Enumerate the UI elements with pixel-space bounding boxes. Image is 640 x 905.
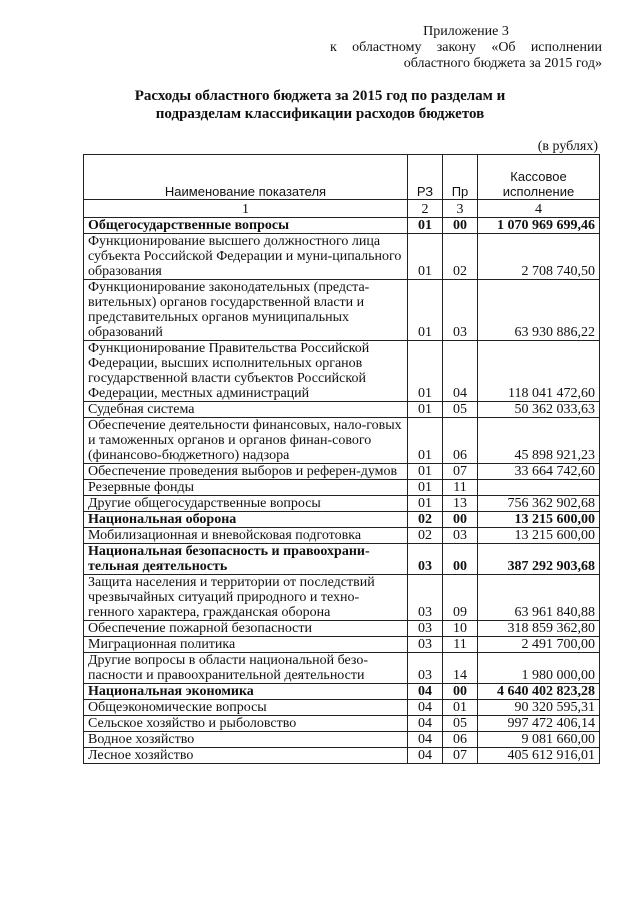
row-value: 997 472 406,14 bbox=[478, 716, 600, 732]
row-rz: 03 bbox=[408, 653, 443, 684]
header-value: Кассовое исполнение bbox=[478, 155, 600, 200]
table-row bbox=[84, 748, 600, 764]
table-row bbox=[84, 700, 600, 716]
row-name: Миграционная политика bbox=[84, 637, 408, 653]
row-value: 45 898 921,23 bbox=[478, 418, 600, 464]
row-name: Обеспечение пожарной безопасности bbox=[84, 621, 408, 637]
row-value: 2 708 740,50 bbox=[478, 234, 600, 280]
column-number: 4 bbox=[478, 200, 600, 218]
row-rz: 01 bbox=[408, 280, 443, 341]
row-value: 1 070 969 699,46 bbox=[478, 218, 600, 234]
row-pr: 01 bbox=[443, 700, 478, 716]
row-name: Другие общегосударственные вопросы bbox=[84, 496, 408, 512]
row-rz: 03 bbox=[408, 575, 443, 621]
row-value: 50 362 033,63 bbox=[478, 402, 600, 418]
page-title bbox=[80, 87, 560, 123]
table-row bbox=[84, 341, 600, 402]
row-rz: 04 bbox=[408, 748, 443, 764]
row-value: 63 930 886,22 bbox=[478, 280, 600, 341]
row-value: 2 491 700,00 bbox=[478, 637, 600, 653]
row-value: 90 320 595,31 bbox=[478, 700, 600, 716]
row-rz: 01 bbox=[408, 402, 443, 418]
appendix-law-line: к областному закону «Об исполнении bbox=[330, 40, 602, 55]
table-row bbox=[84, 418, 600, 464]
row-rz: 01 bbox=[408, 480, 443, 496]
row-rz: 01 bbox=[408, 464, 443, 480]
row-pr: 07 bbox=[443, 748, 478, 764]
table-row bbox=[84, 575, 600, 621]
row-value: 13 215 600,00 bbox=[478, 528, 600, 544]
table-row bbox=[84, 234, 600, 280]
row-rz: 01 bbox=[408, 218, 443, 234]
row-pr: 13 bbox=[443, 496, 478, 512]
table-row bbox=[84, 621, 600, 637]
row-rz: 01 bbox=[408, 234, 443, 280]
row-rz: 04 bbox=[408, 684, 443, 700]
table-row bbox=[84, 480, 600, 496]
row-rz: 04 bbox=[408, 732, 443, 748]
row-pr: 00 bbox=[443, 218, 478, 234]
row-pr: 06 bbox=[443, 418, 478, 464]
row-value bbox=[478, 480, 600, 496]
row-name: Резервные фонды bbox=[84, 480, 408, 496]
row-name: Сельское хозяйство и рыболовство bbox=[84, 716, 408, 732]
row-rz: 03 bbox=[408, 544, 443, 575]
row-pr: 11 bbox=[443, 637, 478, 653]
column-number: 2 bbox=[408, 200, 443, 218]
row-pr: 06 bbox=[443, 732, 478, 748]
table-row bbox=[84, 544, 600, 575]
table-row bbox=[84, 512, 600, 528]
row-name: Мобилизационная и вневойсковая подготовка bbox=[84, 528, 408, 544]
row-pr: 11 bbox=[443, 480, 478, 496]
row-rz: 01 bbox=[408, 341, 443, 402]
row-value: 4 640 402 823,28 bbox=[478, 684, 600, 700]
row-name: Национальная оборона bbox=[84, 512, 408, 528]
page-title-line-2: подразделам классификации расходов бюджетов bbox=[155, 106, 485, 122]
row-pr: 00 bbox=[443, 684, 478, 700]
table-body bbox=[84, 218, 600, 764]
row-name: Функционирование законодательных (предста-вительных) органов государственной власти и представительных органов муниципальных образований bbox=[84, 280, 408, 341]
row-rz: 03 bbox=[408, 621, 443, 637]
row-pr: 05 bbox=[443, 716, 478, 732]
page-title-line-1: Расходы областного бюджета за 2015 год по разделам и bbox=[134, 88, 506, 104]
column-number-row bbox=[84, 200, 600, 218]
header-rz: РЗ bbox=[408, 155, 443, 200]
column-number: 1 bbox=[84, 200, 408, 218]
row-name: Функционирование высшего должностного лица субъекта Российской Федерации и муни-ципального образования bbox=[84, 234, 408, 280]
row-rz: 01 bbox=[408, 496, 443, 512]
row-name: Лесное хозяйство bbox=[84, 748, 408, 764]
table-row bbox=[84, 684, 600, 700]
table-row bbox=[84, 528, 600, 544]
table-row bbox=[84, 716, 600, 732]
row-pr: 09 bbox=[443, 575, 478, 621]
row-name: Обеспечение деятельности финансовых, нало-говых и таможенных органов и органов финан-сового (финансово-бюджетного) надзора bbox=[84, 418, 408, 464]
table-row bbox=[84, 280, 600, 341]
table-row bbox=[84, 402, 600, 418]
row-value: 318 859 362,80 bbox=[478, 621, 600, 637]
table-row bbox=[84, 653, 600, 684]
column-number: 3 bbox=[443, 200, 478, 218]
table-row bbox=[84, 496, 600, 512]
row-pr: 10 bbox=[443, 621, 478, 637]
row-pr: 04 bbox=[443, 341, 478, 402]
table-row bbox=[84, 732, 600, 748]
row-value: 1 980 000,00 bbox=[478, 653, 600, 684]
row-value: 387 292 903,68 bbox=[478, 544, 600, 575]
row-name: Функционирование Правительства Российской Федерации, высших исполнительных органов государственной власти субъектов Российской Федерации, местных администраций bbox=[84, 341, 408, 402]
row-rz: 04 bbox=[408, 700, 443, 716]
appendix-title: Приложение 3 bbox=[423, 24, 509, 39]
row-pr: 03 bbox=[443, 528, 478, 544]
row-pr: 07 bbox=[443, 464, 478, 480]
appendix-law-line-2: областного бюджета за 2015 год» bbox=[403, 56, 602, 71]
row-name: Судебная система bbox=[84, 402, 408, 418]
row-rz: 02 bbox=[408, 528, 443, 544]
row-name: Обеспечение проведения выборов и референ-думов bbox=[84, 464, 408, 480]
table-row bbox=[84, 637, 600, 653]
table-row bbox=[84, 218, 600, 234]
row-pr: 00 bbox=[443, 512, 478, 528]
row-rz: 04 bbox=[408, 716, 443, 732]
row-value: 13 215 600,00 bbox=[478, 512, 600, 528]
units-note: (в рублях) bbox=[537, 139, 598, 154]
row-name: Национальная экономика bbox=[84, 684, 408, 700]
row-pr: 14 bbox=[443, 653, 478, 684]
table-row bbox=[84, 464, 600, 480]
row-value: 63 961 840,88 bbox=[478, 575, 600, 621]
row-value: 9 081 660,00 bbox=[478, 732, 600, 748]
row-name: Национальная безопасность и правоохрани-тельная деятельность bbox=[84, 544, 408, 575]
row-pr: 02 bbox=[443, 234, 478, 280]
table-header-row bbox=[84, 155, 600, 200]
row-pr: 00 bbox=[443, 544, 478, 575]
row-value: 33 664 742,60 bbox=[478, 464, 600, 480]
header-name: Наименование показателя bbox=[84, 155, 408, 200]
row-rz: 02 bbox=[408, 512, 443, 528]
row-value: 756 362 902,68 bbox=[478, 496, 600, 512]
row-name: Защита населения и территории от последствий чрезвычайных ситуаций природного и техно-генного характера, гражданская оборона bbox=[84, 575, 408, 621]
row-name: Общегосударственные вопросы bbox=[84, 218, 408, 234]
row-rz: 03 bbox=[408, 637, 443, 653]
row-name: Другие вопросы в области национальной безо-пасности и правоохранительной деятельности bbox=[84, 653, 408, 684]
row-name: Водное хозяйство bbox=[84, 732, 408, 748]
appendix-note bbox=[330, 24, 602, 72]
budget-table bbox=[83, 154, 600, 764]
row-pr: 05 bbox=[443, 402, 478, 418]
row-value: 405 612 916,01 bbox=[478, 748, 600, 764]
row-pr: 03 bbox=[443, 280, 478, 341]
row-value: 118 041 472,60 bbox=[478, 341, 600, 402]
row-name: Общеэкономические вопросы bbox=[84, 700, 408, 716]
header-pr: Пр bbox=[443, 155, 478, 200]
row-rz: 01 bbox=[408, 418, 443, 464]
